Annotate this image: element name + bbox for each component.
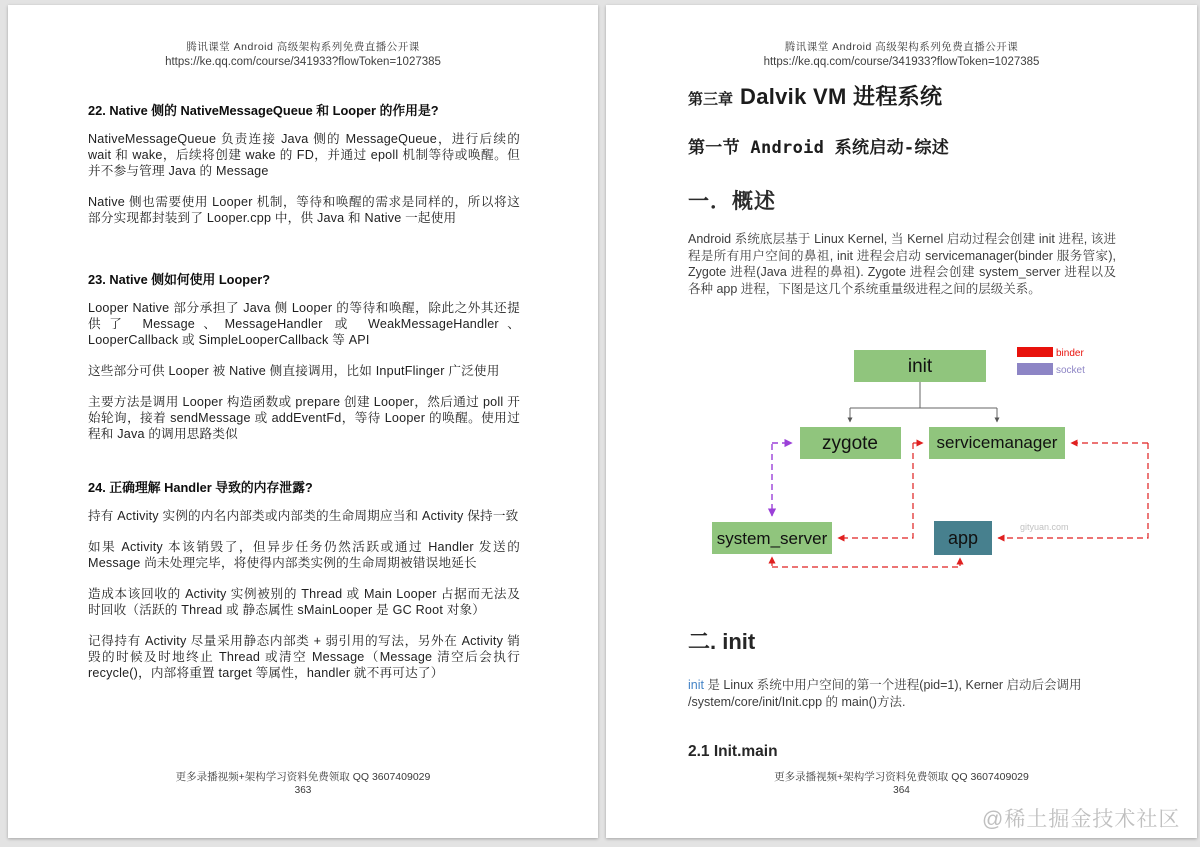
diagram-watermark: gityuan.com bbox=[1020, 522, 1069, 532]
question-24-paragraph-1: 持有 Activity 实例的内名内部类或内部类的生命周期应当和 Activity 保持一致 bbox=[88, 509, 519, 523]
init-link[interactable]: init bbox=[688, 678, 704, 692]
question-22-paragraph-2: Native 侧也需要使用 Looper 机制，等待和唤醒的需求是同样的，所以将这部分实现都封装到了 Looper.cpp 中，供 Java 和 Native 一起使用 bbox=[88, 195, 520, 225]
pdf-page-right bbox=[606, 5, 1197, 838]
socket-legend-swatch bbox=[1017, 363, 1053, 375]
zygote-node-label: zygote bbox=[822, 433, 878, 454]
left-page-footer: 更多录播视频+架构学习资料免费领取 QQ 3607409029 bbox=[175, 771, 431, 783]
init-paragraph-text: 是 Linux 系统中用户空间的第一个进程(pid=1), Kerner 启动后会调用 /system/core/init/Init.cpp 的 main()方法. bbox=[688, 678, 1082, 709]
init-node-label: init bbox=[907, 356, 933, 377]
question-24-paragraph-2: 如果 Activity 本该销毁了，但异步任务仍然活跃或通过 Handler 发送的 Message 尚未处理完毕，将使得内部类实例的生命周期被错误地延长 bbox=[88, 540, 520, 570]
question-23-heading: 23. Native 侧如何使用 Looper? bbox=[88, 272, 271, 287]
question-24-heading: 24. 正确理解 Handler 导致的内存泄露? bbox=[88, 480, 313, 495]
left-page-content bbox=[8, 5, 598, 681]
binder-legend-label: binder bbox=[1056, 348, 1084, 359]
diagram-nodes bbox=[712, 350, 1065, 555]
question-22-paragraph-1: NativeMessageQueue 负责连接 Java 侧的 MessageQueue，进行后续的 wait 和 wake，后续将创建 wake 的 FD，并通过 epoll 机制等待或唤醒。但并不参与管理 Java 的 Message bbox=[88, 132, 520, 178]
left-page-header bbox=[8, 41, 598, 70]
socket-connection-lines bbox=[772, 443, 792, 516]
course-title: 腾讯课堂 Android 高级架构系列免费直播公开课 bbox=[784, 41, 1019, 53]
pdf-page-left bbox=[8, 5, 598, 838]
overview-paragraph: Android 系统底层基于 Linux Kernel, 当 Kernel 启动过程会创建 init 进程, 该进程是所有用户空间的鼻祖, init 进程会启动 servicemanager(binder 服务管家), Zygote 进程(Java 进程的鼻祖). Zygote 进程会创建 system_server 进程以及各种 app 进程，下图是这几个系统重量级进程之间的层级关系。 bbox=[688, 232, 1116, 296]
question-22-heading: 22. Native 侧的 NativeMessageQueue 和 Looper 的作用是? bbox=[88, 103, 439, 118]
question-23-paragraph-2: 这些部分可供 Looper 被 Native 侧直接调用，比如 InputFlinger 广泛使用 bbox=[88, 364, 500, 378]
course-title: 腾讯课堂 Android 高级架构系列免费直播公开课 bbox=[186, 41, 420, 53]
question-23-paragraph-1: Looper Native 部分承担了 Java 侧 Looper 的等待和唤醒，除此之外其还提供了 Message、MessageHandler 或 WeakMessageHandler、LooperCallback 或 SimpleLooperCallback 等 API bbox=[88, 301, 520, 347]
binder-legend-swatch bbox=[1017, 347, 1053, 357]
process-hierarchy-diagram bbox=[690, 335, 1190, 595]
init-section-heading: 二. init bbox=[688, 629, 756, 654]
course-url[interactable]: https://ke.qq.com/course/341933?flowToken=1027385 bbox=[763, 56, 1040, 68]
right-page-footer: 更多录播视频+架构学习资料免费领取 QQ 3607409029 bbox=[774, 771, 1029, 783]
chapter-number: 第三章 bbox=[688, 91, 734, 108]
chapter-heading bbox=[688, 80, 942, 111]
diagram-legend bbox=[1017, 347, 1085, 376]
right-page-number: 364 bbox=[893, 785, 910, 796]
servicemanager-node-label: servicemanager bbox=[936, 433, 1058, 452]
socket-legend-label: socket bbox=[1056, 365, 1085, 376]
init-paragraph bbox=[688, 677, 1116, 710]
fork-tree-lines bbox=[850, 382, 997, 422]
juejin-community-watermark: @稀土掘金技术社区 bbox=[982, 808, 1181, 831]
section-heading: 第一节 Android 系统启动-综述 bbox=[688, 138, 950, 158]
system-server-node-label: system_server bbox=[716, 529, 828, 548]
question-24-paragraph-3: 造成本该回收的 Activity 实例被别的 Thread 或 Main Looper 占据而无法及时回收（活跃的 Thread 或 静态属性 sMainLooper 是 GC Root 对象） bbox=[88, 587, 520, 617]
question-23-paragraph-3: 主要方法是调用 Looper 构造函数或 prepare 创建 Looper，然后通过 poll 开始轮询，接着 sendMessage 或 addEventFd，等待 Looper 的唤醒。使用过程和 Java 的调用思路类似 bbox=[88, 395, 520, 441]
init-main-subheading: 2.1 Init.main bbox=[688, 743, 778, 760]
overview-heading: 一．概述 bbox=[688, 190, 776, 213]
question-24-paragraph-4: 记得持有 Activity 尽量采用静态内部类 + 弱引用的写法，另外在 Activity 销毁的时候及时地终止 Thread 或清空 Message（Message 清空后会执行 recycle()，内部将重置 target 等属性，handler 就不再可达了） bbox=[88, 634, 520, 680]
chapter-title: Dalvik VM 进程系统 bbox=[740, 84, 943, 109]
course-url[interactable]: https://ke.qq.com/course/341933?flowToken=1027385 bbox=[165, 56, 441, 68]
app-node-label: app bbox=[947, 528, 979, 548]
left-page-number: 363 bbox=[294, 785, 312, 796]
right-page-header bbox=[606, 41, 1197, 70]
process-hierarchy-svg bbox=[690, 335, 1190, 595]
